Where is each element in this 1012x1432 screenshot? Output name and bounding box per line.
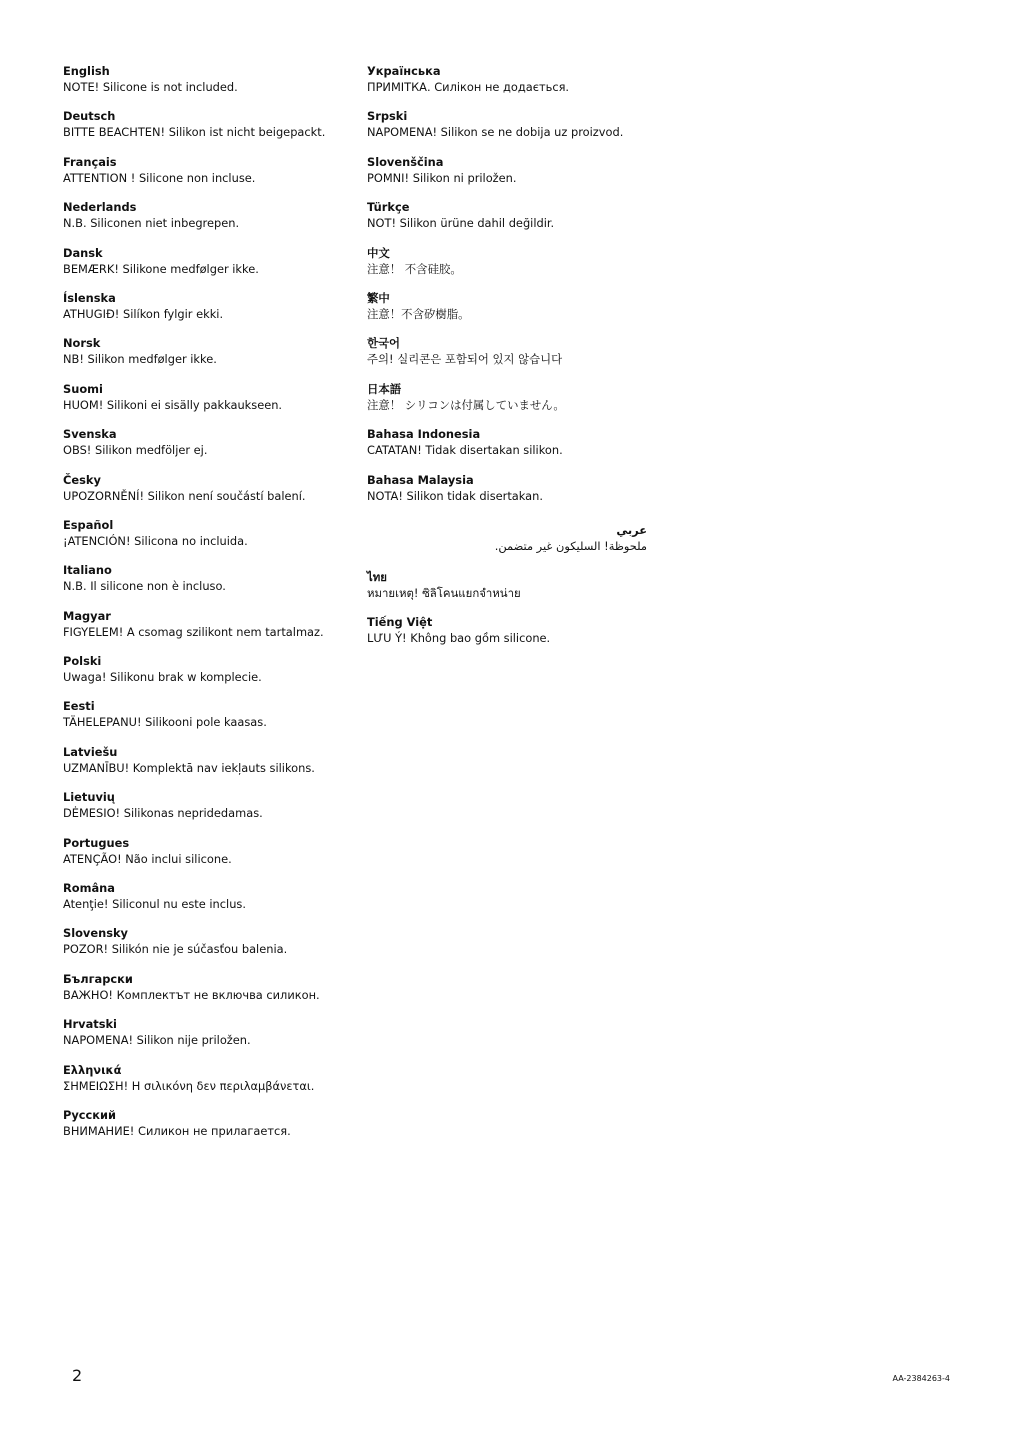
language-entry [367,199,647,244]
silicone-note: FIGYELEM! A csomag szilikont nem tartalmaz. [63,624,324,639]
language-entry [367,63,647,108]
language-entry [63,835,353,880]
language-entry [63,608,353,653]
silicone-note: LƯU Ý! Không bao gồm silicone. [367,631,551,646]
language-name: Bahasa Malaysia [367,472,474,487]
language-entry [367,290,647,335]
language-name: Български [63,971,133,986]
language-entry [367,614,647,659]
language-name: 繁中 [367,290,390,305]
silicone-note: TÄHELEPANU! Silikooni pole kaasas. [63,715,267,730]
language-name: Ελληνικά [63,1062,122,1077]
language-entry [63,517,353,562]
language-name: Bahasa Indonesia [367,427,481,442]
language-name: Lietuvių [63,790,115,805]
silicone-note: ¡ATENCIÓN! Silicona no incluida. [63,533,248,548]
language-entry [63,472,353,517]
language-entry [367,472,647,517]
language-name: Româna [63,881,115,896]
silicone-note: ATTENTION ! Silicone non incluse. [63,170,256,185]
silicone-note: ПРИМІТКА. Силікон не додається. [367,80,570,94]
language-entry [63,971,353,1016]
language-entry [63,1062,353,1107]
language-name: Español [63,517,114,532]
language-entry [63,381,353,426]
silicone-note: N.B. Siliconen niet inbegrepen. [63,216,240,231]
language-entry-arabic [367,522,647,567]
language-name: Italiano [63,563,112,578]
language-entry [63,744,353,789]
silicone-note: 주의! 실리콘은 포함되어 있지 않습니다 [367,352,563,367]
silicone-note: BITTE BEACHTEN! Silikon ist nicht beigepackt. [63,125,326,140]
silicone-note: หมายเหตุ! ซิลิโคนแยกจำหน่าย [367,585,521,600]
language-name: 한국어 [367,336,401,351]
language-name: Česky [63,472,101,487]
language-entry [63,426,353,471]
right-language-column [367,63,647,660]
language-name: Hrvatski [63,1017,117,1032]
language-name: 日本語 [367,381,402,396]
silicone-note: POZOR! Silikón nie je súčasťou balenia. [63,942,288,957]
silicone-note: Atenţie! Siliconul nu este inclus. [63,897,246,912]
language-entry [63,245,353,290]
language-entry [63,1016,353,1061]
silicone-note: NOTA! Silikon tidak disertakan. [367,488,544,503]
language-name: عربي [616,522,647,537]
silicone-note: OBS! Silikon medföljer ej. [63,443,208,458]
language-entry [367,381,647,426]
language-entry [367,569,647,614]
language-entry [63,335,353,380]
language-name: 中文 [367,245,390,260]
silicone-note: HUOM! Silikoni ei sisälly pakkaukseen. [63,397,283,412]
left-language-column [63,63,353,1152]
silicone-note: UZMANĪBU! Komplektā nav iekļauts silikons. [63,760,315,775]
language-name: Slovensky [63,926,128,941]
silicone-note: ملحوظة! السليكون غير متضمن. [494,538,647,553]
language-name: Polski [63,654,102,669]
silicone-note: NOT! Silikon ürüne dahil değildir. [367,216,555,231]
document-code: AA-2384263-4 [892,1374,950,1383]
silicone-note: 注意！ シリコンは付属していません。 [367,397,565,412]
silicone-note: 注意！ 不含硅胶。 [367,261,462,276]
silicone-note: NAPOMENA! Silikon se ne dobija uz proizvod. [367,125,624,140]
silicone-note: Uwaga! Silikonu brak w komplecie. [63,670,262,685]
language-name: Eesti [63,699,95,714]
language-entry [63,562,353,607]
language-name: Suomi [63,381,103,396]
language-name: Nederlands [63,200,137,215]
language-entry [63,880,353,925]
language-entry [63,63,353,108]
language-name: Latviešu [63,744,118,759]
language-name: English [63,64,110,78]
silicone-note: NAPOMENA! Silikon nije priložen. [63,1033,251,1048]
language-entry [367,108,647,153]
language-name: Svenska [63,427,117,442]
language-name: Deutsch [63,109,116,124]
silicone-note: ВНИМАНИЕ! Силикон не прилагается. [63,1123,291,1138]
language-name: Русский [63,1107,116,1122]
language-name: Magyar [63,608,111,623]
silicone-note: DĖMESIO! Silikonas nepridedamas. [63,806,263,821]
language-entry [367,245,647,290]
page-number: 2 [72,1366,83,1385]
language-entry [63,698,353,743]
silicone-note: ATENÇÃO! Não inclui silicone. [63,851,232,866]
language-entry [63,789,353,834]
language-entry [367,154,647,199]
language-entry [63,1107,353,1152]
language-entry [63,199,353,244]
language-name: Slovenščina [367,154,444,169]
language-name: Dansk [63,245,103,260]
language-name: Türkçe [367,200,410,215]
silicone-note: POMNI! Silikon ni priložen. [367,170,517,185]
silicone-note: NOTE! Silicone is not included. [63,80,238,94]
language-entry [367,335,647,380]
silicone-note: ATHUGIÐ! Silíkon fylgir ekki. [63,306,224,321]
language-name: Portugues [63,835,130,850]
language-entry [63,108,353,153]
silicone-note: BEMÆRK! Silikone medfølger ikke. [63,261,259,276]
silicone-note: CATATAN! Tidak disertakan silikon. [367,443,563,458]
language-name: Norsk [63,336,101,351]
language-entry [63,925,353,970]
silicone-note: UPOZORNĚNÍ! Silikon není součástí balení. [63,488,306,503]
language-name: Tiếng Việt [367,615,433,630]
silicone-note: ВАЖНО! Комплектът не включва силикон. [63,987,320,1002]
language-entry [63,154,353,199]
silicone-note: N.B. Il silicone non è incluso. [63,579,226,594]
language-entry [367,426,647,471]
language-name: Íslenska [63,290,116,305]
language-name: ไทย [367,569,387,584]
silicone-note: 注意！不含矽樹脂。 [367,306,470,321]
language-name: Українська [367,64,441,78]
language-name: Srpski [367,109,408,124]
language-name: Français [63,154,117,169]
language-entry [63,653,353,698]
silicone-note: NB! Silikon medfølger ikke. [63,352,217,367]
silicone-note: ΣΗΜΕΙΩΣΗ! Η σιλικόνη δεν περιλαμβάνεται. [63,1078,315,1093]
language-entry [63,290,353,335]
